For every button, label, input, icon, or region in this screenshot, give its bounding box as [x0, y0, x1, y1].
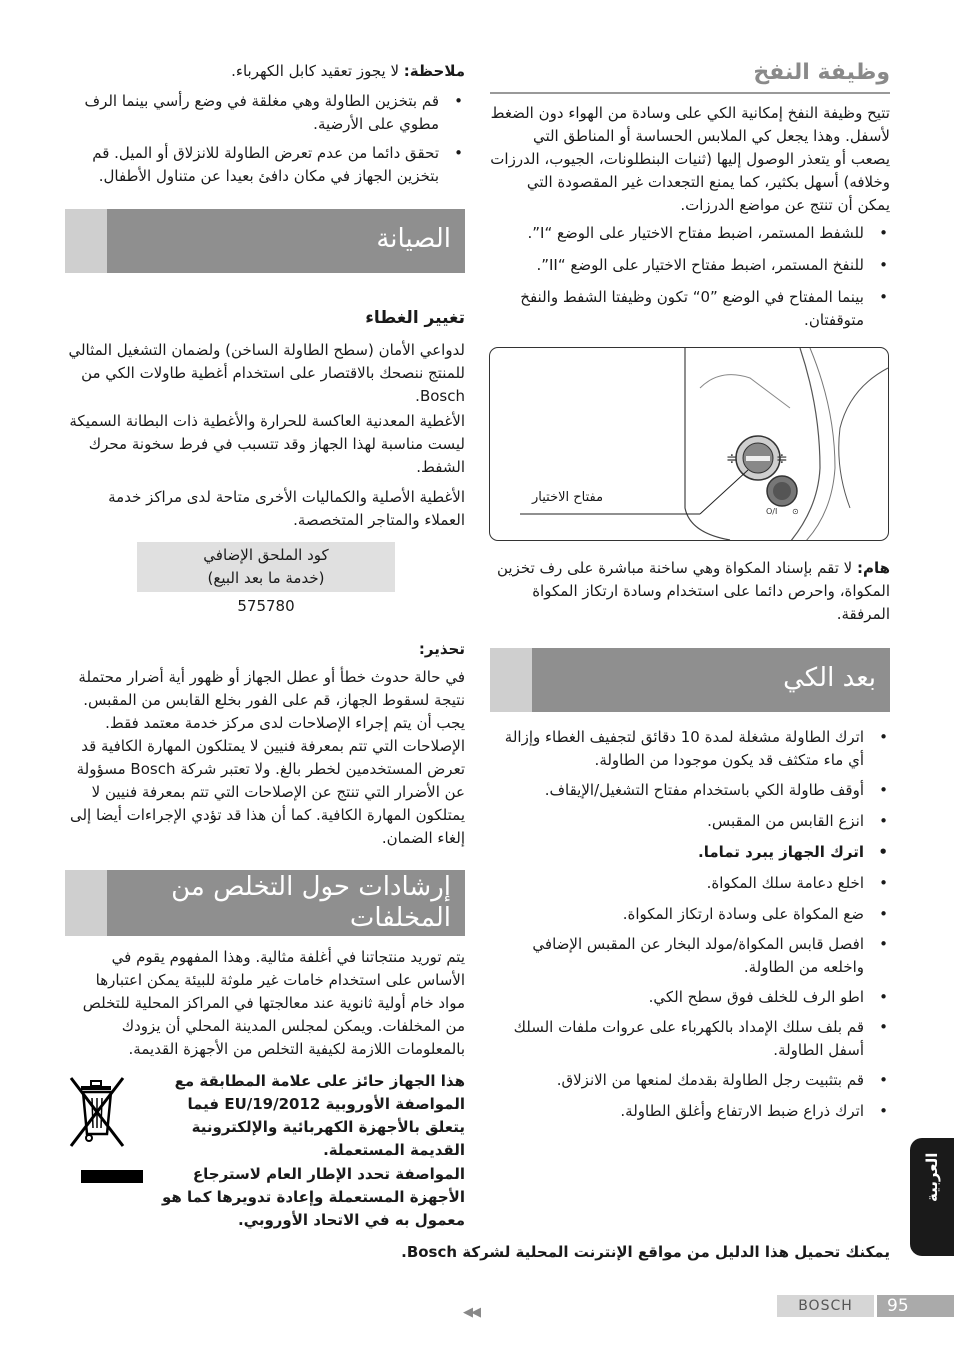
brand-label: BOSCH [777, 1295, 874, 1317]
svg-text:≑: ≑ [726, 451, 738, 467]
crossed-bin-icon [65, 1072, 129, 1152]
svg-text:≑: ≑ [776, 451, 788, 467]
after-ironing-banner [490, 648, 890, 712]
maintenance-banner [65, 209, 465, 273]
parts-number: 575780 [237, 597, 295, 615]
warning-label-text: تحذير: [418, 640, 465, 658]
list-item: • قم بتثبيت رجل الطاولة بقدمك لمنعها من الانزلاق. [490, 1069, 890, 1092]
note-label: ملاحظة: [403, 62, 465, 80]
disposal-banner [65, 870, 465, 936]
important-text: لا تقم بإسناد المكواة وهي ساخنة مباشرة على رف تخزين المكواة، واحرص دائما على استخدام وسادة ارتكاز المكواة المرفقة. [497, 559, 890, 623]
parts-code-label: كود الملحق الإضافي [203, 546, 329, 564]
weee-text-2: المواصفة تحدد الإطار العام لاسترجاع الأجهزة المستعملة وإعادة تدويرها كما هو معمول به في الاتحاد الأوروبي. [161, 1165, 465, 1229]
list-item: • ضع المكواة على وسادة ارتكاز المكواة. [490, 903, 890, 926]
download-note: يمكنك تحميل هذا الدليل من مواقع الإنترنت المحلية لشركة Bosch. [401, 1243, 890, 1261]
warning-label [65, 638, 465, 661]
important-note [490, 557, 890, 626]
function-intro: تتيح وظيفة النفخ إمكانية الكي على وسادة من الهواء دون الضغط لأسفل. وهذا يجعل كي الملابس الحساسة أو المناطق التي يصعب أو يتعذر الوصول إليها (ثنيات البنطلونات، الجيوب، الدرزات وخلافه) أسهل بكثير، كما يمنع التجعدات غير المقصودة التي يمكن أن تنتج عن مواضع الدرزات. [490, 104, 890, 214]
list-item: • اترك ذراع ضبط الارتفاع وأغلق الطاولة. [490, 1100, 890, 1123]
list-item: • افصل قابس المكواة/مولد البخار عن المقبس الإضافي واخلعه من الطاولة. [490, 933, 890, 979]
list-item: • اترك الطاولة مشغلة لمدة 10 دقائق لتجفيف الغطاء وإزالة أي ماء متكثف قد يكون موجودا من الطاولة. [490, 726, 890, 772]
warning-text: في حالة حدوث خطأ أو عطل الجهاز أو ظهور أية أضرار محتملة نتيجة لسقوط الجهاز، قم على الفور بخلع القابس من المقبس. يجب أن يتم إجراء الإصلاحات لدى مركز خدمة معتمد فقط. الإصلاحات التي تتم بمعرفة فنيين لا يمتلكون المهارة الكافية قد تعرض المستخدمين لخطر بالغ. ولا تعتبر شركة Bosch مسؤولة عن الأضرار التي تنتج عن الإصلاحات التي تتم بمعرفة فنيين لا يمتلكون المهارة الكافية. كما أن هذا قد تؤدي الإجراءات أيضا إلى إلغاء الضمان. [69, 668, 465, 847]
title-rule [490, 92, 890, 94]
storage-bullets [65, 90, 465, 188]
list-item: • اترك الجهاز يبرد تماما. [490, 841, 890, 864]
list-item: • انزع القابس من المقبس. [490, 810, 890, 833]
cover-change-title: تغيير الغطاء [365, 308, 465, 328]
selector-switch-illustration [489, 347, 889, 541]
disposal-text: يتم توريد منتجاتنا في أغلفة مثالية. وهذا المفهوم يقوم في الأساس على استخدام خامات غير ملوثة للبيئة يمكن اعتبارها مواد خام أولية ثانوية عند معالجتها في المراكز المحلية للتخلص من المخلفات. ويمكن لمجلس المدينة المحلي أن يزودك بالمعلومات اللازمة لكيفية التخلص من الأجهزة القديمة. [82, 948, 465, 1058]
cover-paragraph: الأغطية المعدنية العاكسة للحرارة والأغطية ذات البطانة السميكة ليست مناسبة لهذا الجهاز وقد تتسبب في فرط سخونة محرك الشفط. [69, 412, 465, 476]
list-item: • للشفط المستمر، اضبط مفتاح الاختيار على الوضع “I”. [490, 222, 890, 245]
svg-text:O/I: O/I [766, 507, 778, 516]
cover-paragraph: الأغطية الأصلية والكماليات الأخرى متاحة لدى مراكز خدمة العملاء والمتاجر المتخصصة. [108, 488, 465, 529]
after-ironing-title: بعد الكي [783, 663, 876, 693]
weee-block-2 [65, 1163, 465, 1232]
parts-code-box [137, 542, 395, 592]
svg-text:⊙: ⊙ [792, 507, 799, 516]
maintenance-title: الصيانة [376, 224, 451, 254]
page-number: 95 [877, 1295, 954, 1317]
list-item: • قم بتخزين الطاولة وهي مغلقة في وضع رأسي بينما الرف مطوي على الأرضية. [65, 90, 465, 136]
nav-arrows-icon[interactable]: ◀◀ [463, 1305, 479, 1320]
list-item: • قم بلف سلك الإمداد بالكهرباء على عروات ملفات السلك أسفل الطاولة. [490, 1016, 890, 1062]
iron-control-drawing [490, 348, 889, 541]
weee-text: هذا الجهاز حائز على علامة المطابقة مع المواصفة الأوروبية EU/19/2012 فيما يتعلق بالأجهزة الكهربائية والإلكترونية القديمة المستعملة. [174, 1072, 465, 1159]
weee-block [65, 1070, 465, 1159]
language-tab[interactable] [910, 1138, 954, 1256]
list-item: • للنفخ المستمر، اضبط مفتاح الاختيار على الوضع “II”. [490, 254, 890, 277]
cover-paragraph: لدواعي الأمان (سطح الطاولة الساخن) ولضمان التشغيل المثالي للمنتج ننصحك بالاقتصار على استخدام أغطية طاولات الكي من Bosch. [68, 341, 465, 405]
after-ironing-bullets [490, 726, 890, 1123]
black-bar [81, 1170, 143, 1183]
list-item: • تحقق دائما من عدم تعرض الطاولة للانزلاق أو الميل. قم بتخزين الجهاز في مكان دافئ بعيدا عن متناول الأطفال. [65, 142, 465, 188]
function-bullets [490, 222, 890, 332]
list-item: • بينما المفتاح في الوضع ”0“ تكون وظيفتا الشفط والنفخ متوقفتان. [490, 286, 890, 332]
list-item: • أوقف طاولة الكي باستخدام مفتاح التشغيل/الإيقاف. [490, 779, 890, 802]
list-item: • اطو الرف للخلف فوق سطح الكي. [490, 986, 890, 1009]
disposal-title: إرشادات حول التخلص من المخلفات [171, 872, 451, 933]
important-label: هام: [856, 559, 890, 577]
language-tab-label: العربية [923, 1152, 941, 1202]
note-text: لا يجوز تعقيد كابل الكهرباء. [231, 62, 404, 80]
note [65, 60, 465, 83]
parts-code-sublabel: (خدمة ما بعد البيع) [207, 569, 325, 587]
list-item: • اخلع دعامة سلك المكواة. [490, 872, 890, 895]
function-title: وظيفة النفخ [753, 60, 890, 85]
selector-switch-label: مفتاح الاختيار [532, 490, 604, 505]
